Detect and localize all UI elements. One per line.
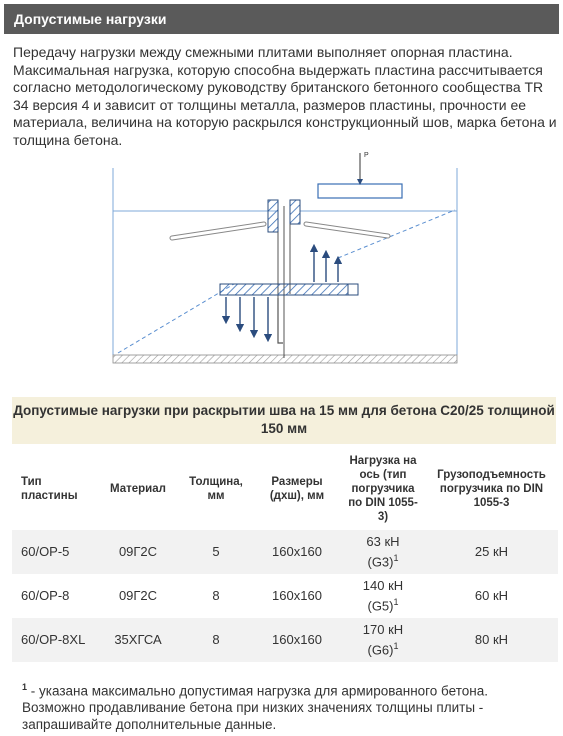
footnote-ref: 1 <box>393 552 399 563</box>
cell-thickness: 8 <box>179 618 253 662</box>
cell-load <box>341 574 425 618</box>
cell-load <box>341 618 425 662</box>
load-table <box>12 448 558 662</box>
table-row <box>12 530 558 574</box>
cell-capacity: 80 кН <box>425 618 558 662</box>
header-size: Размеры (дхш), мм <box>269 476 325 502</box>
cell-type: 60/OP-8 <box>21 588 70 603</box>
load-class: (G3) <box>367 554 394 570</box>
footnote-ref: 1 <box>393 640 399 651</box>
cell-size: 160x160 <box>253 618 341 662</box>
intro-paragraph: Передачу нагрузки между смежными плитами выполняет опорная пластина. Максимальная нагрузка, которую способна выдержать пластина рассчитывается согласно методологическому руководству британского бетонного сообщества TR 34 версия 4 и зависит от толщины металла, размеров пластины, прочности ее материала, величина на которую раскрылся конструкционный шов, марка бетона и толщина бетона. <box>13 44 557 148</box>
cell-thickness: 8 <box>212 588 220 603</box>
footnote-mark: 1 <box>22 682 28 692</box>
cell-material: 09Г2С <box>97 530 179 574</box>
header-type: Тип пластины <box>21 476 78 502</box>
table-header-row <box>12 448 558 530</box>
cell-size: 160x160 <box>253 530 341 574</box>
load-value: 63 кН <box>366 533 400 549</box>
joint-load-diagram <box>110 148 460 370</box>
cell-type: 60/OP-8XL <box>12 618 97 662</box>
cell-thickness: 5 <box>179 530 253 574</box>
cell-load <box>341 530 425 574</box>
footnote <box>22 679 542 733</box>
cell-material: 09Г2С <box>118 588 158 603</box>
cell-capacity: 25 кН <box>425 530 558 574</box>
header-thickness: Толщина, мм <box>189 476 243 502</box>
footnote-ref: 1 <box>393 596 399 607</box>
load-class: (G5) <box>367 598 394 614</box>
table-row <box>12 618 558 662</box>
header-material: Материал <box>110 483 166 495</box>
cell-capacity: 60 кН <box>474 588 509 603</box>
load-value: 140 кН <box>362 577 404 593</box>
load-class: (G6) <box>367 642 394 658</box>
header-capacity: Грузоподъемность погрузчика по DIN 1055-3 <box>437 469 546 509</box>
table-title: Допустимые нагрузки при раскрытии шва на 15 мм для бетона С20/25 толщиной 150 мм <box>12 397 556 444</box>
load-label: P <box>364 152 369 159</box>
cell-size: 160x160 <box>272 588 322 603</box>
cell-material: 35ХГСА <box>97 618 179 662</box>
header-axle-load: Нагрузка на ось (тип погрузчика по DIN 1055-3) <box>348 455 418 523</box>
cell-type: 60/OP-5 <box>12 530 97 574</box>
table-row <box>12 574 558 618</box>
section-title: Допустимые нагрузки <box>14 11 167 27</box>
section-header <box>4 4 559 34</box>
footnote-text: - указана максимально допустимая нагрузка для армированного бетона. Возможно продавливание бетона при низких значениях толщины плиты - запрашивайте дополнительные данные. <box>22 683 488 732</box>
load-value: 170 кН <box>362 621 404 637</box>
